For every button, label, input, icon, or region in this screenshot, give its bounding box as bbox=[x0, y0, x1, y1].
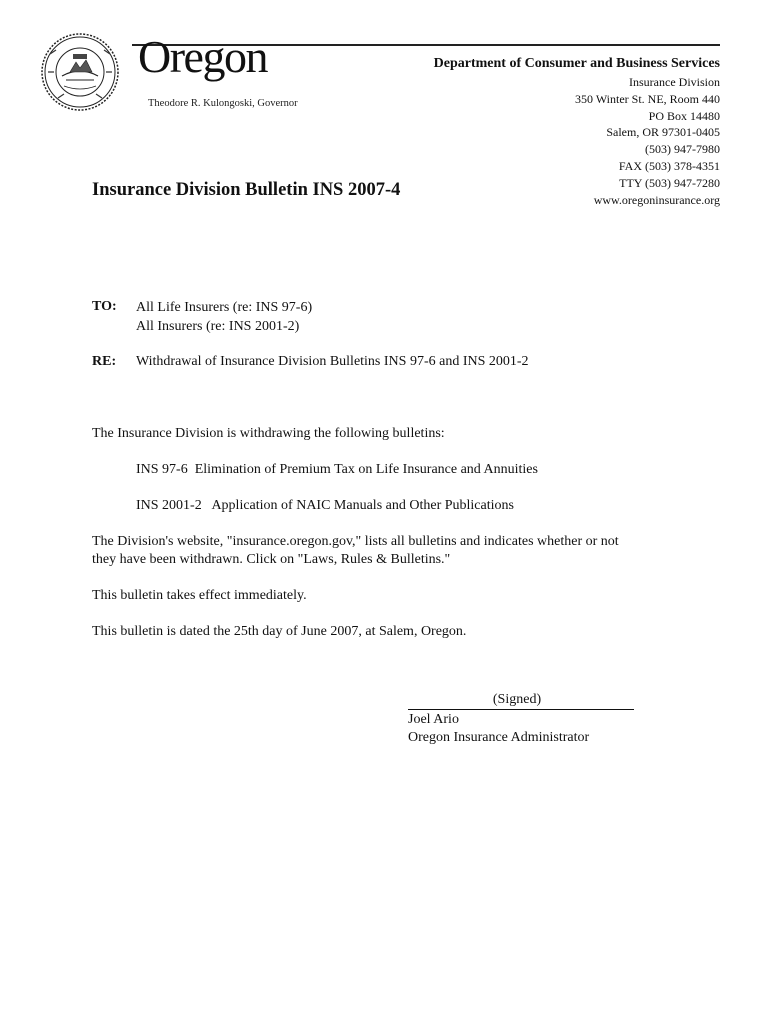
address-block bbox=[575, 74, 720, 208]
oregon-logo: Oregon bbox=[138, 31, 267, 82]
state-seal-icon bbox=[40, 32, 120, 112]
fax-number: FAX (503) 378-4351 bbox=[618, 158, 720, 173]
address-line: 350 Winter St. NE, Room 440 bbox=[575, 91, 720, 106]
website-link[interactable]: www.oregoninsurance.org bbox=[593, 192, 720, 207]
website-paragraph-line: The Division's website, "insurance.oregon.gov," lists all bulletins and indicates whether or not bbox=[92, 534, 619, 549]
signed-note: (Signed) bbox=[492, 692, 542, 707]
signatory-title: Oregon Insurance Administrator bbox=[408, 730, 590, 745]
tty-number: TTY (503) 947-7280 bbox=[619, 175, 720, 190]
withdrawn-bulletin-item: INS 2001-2 Application of NAIC Manuals and Other Publications bbox=[136, 498, 514, 513]
department-name: Department of Consumer and Business Services bbox=[433, 56, 720, 71]
address-line: Salem, OR 97301-0405 bbox=[606, 125, 720, 140]
intro-paragraph: The Insurance Division is withdrawing the following bulletins: bbox=[92, 426, 445, 441]
withdrawn-bulletin-item: INS 97-6 Elimination of Premium Tax on Life Insurance and Annuities bbox=[136, 462, 538, 477]
to-label: TO: bbox=[92, 299, 117, 314]
signatory-block bbox=[408, 711, 589, 747]
re-subject: Withdrawal of Insurance Division Bulletins INS 97-6 and INS 2001-2 bbox=[136, 354, 529, 369]
recipient-line: All Insurers (re: INS 2001-2) bbox=[136, 318, 300, 334]
address-line: Insurance Division bbox=[629, 75, 720, 89]
recipient-line: All Life Insurers (re: INS 97-6) bbox=[136, 300, 313, 315]
to-recipients bbox=[136, 299, 312, 336]
re-label: RE: bbox=[92, 354, 117, 369]
phone-number: (503) 947-7980 bbox=[645, 142, 720, 157]
address-line: PO Box 14480 bbox=[648, 108, 720, 123]
signatory-name: Joel Ario bbox=[408, 712, 459, 727]
governor-name: Theodore R. Kulongoski, Governor bbox=[148, 98, 298, 109]
bulletin-title: Insurance Division Bulletin INS 2007-4 bbox=[92, 180, 401, 200]
website-paragraph-line: they have been withdrawn. Click on "Laws, Rules & Bulletins." bbox=[92, 552, 451, 567]
dated-paragraph: This bulletin is dated the 25th day of June 2007, at Salem, Oregon. bbox=[92, 624, 467, 639]
effect-paragraph: This bulletin takes effect immediately. bbox=[92, 588, 307, 603]
